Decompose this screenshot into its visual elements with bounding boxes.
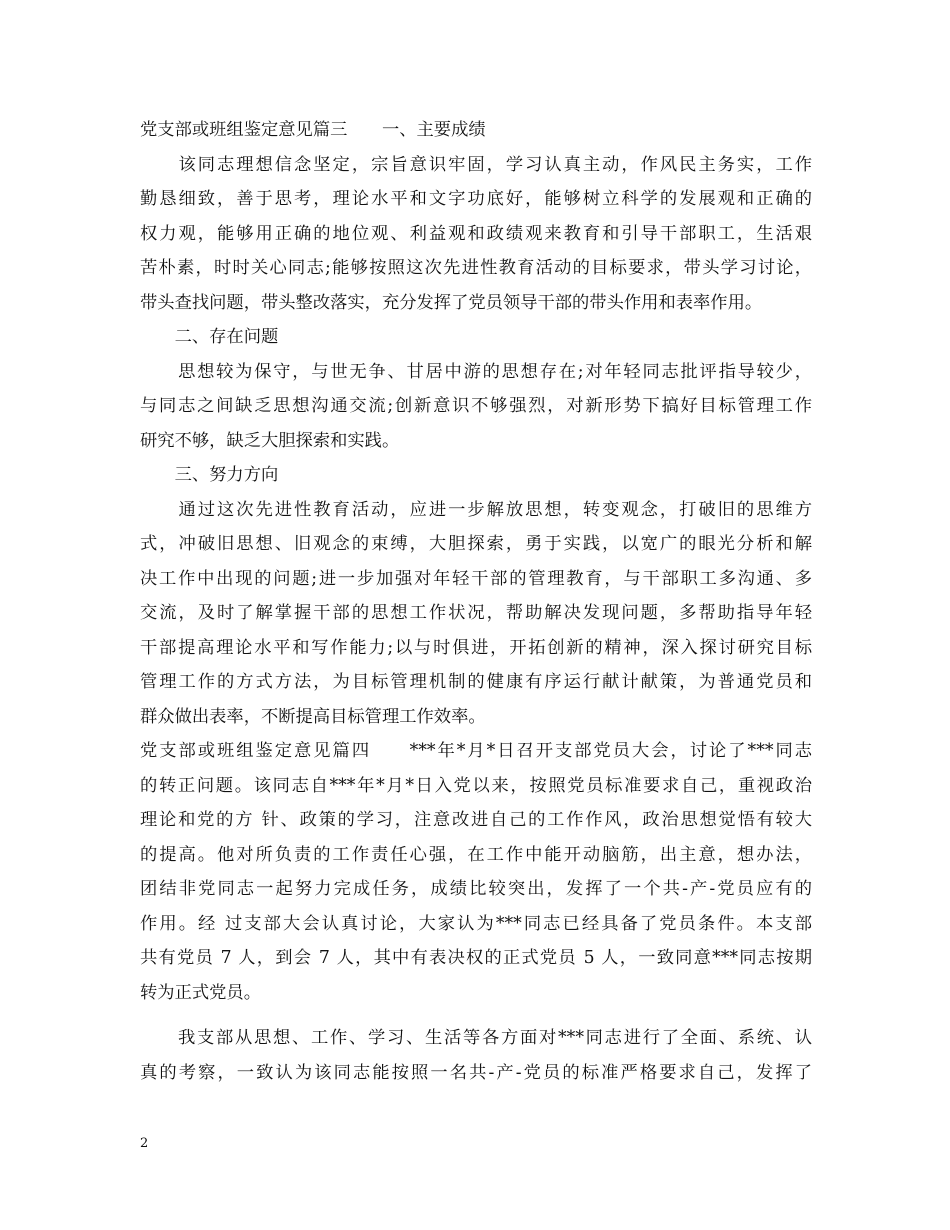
- heading-line: 党支部或班组鉴定意见篇三 一、主要成绩: [140, 120, 486, 140]
- text-line: 决工作中出现的问题;进一步加强对年轻干部的管理教育，与干部职工多沟通、多: [140, 568, 812, 589]
- text-line: 真的考察，一致认为该同志能按照一名共-产-党员的标准严格要求自己，发挥了: [140, 1062, 812, 1083]
- text-line: 我支部从思想、工作、学习、生活等各方面对***同志进行了全面、系统、认: [140, 1028, 812, 1048]
- text-line: 的转正问题。该同志自***年*月*日入党以来，按照党员标准要求自己，重视政治: [140, 775, 812, 796]
- paragraph-gap: [140, 1010, 812, 1021]
- text-line: 团结非党同志一起努力完成任务，成绩比较突出，发挥了一个共-产-党员应有的: [140, 879, 812, 899]
- text-line: 苦朴素，时时关心同志;能够按照这次先进性教育活动的目标要求，带头学习讨论，: [140, 258, 812, 278]
- text-line: 管理工作的方式方法，为目标管理机制的健康有序运行献计献策，为普通党员和: [140, 672, 812, 692]
- text-line: 作用。经 过支部大会认真讨论，大家认为***同志已经具备了党员条件。本支部: [140, 913, 812, 934]
- text-line: 通过这次先进性教育活动，应进一步解放思想，转变观念，打破旧的思维方: [140, 499, 812, 520]
- text-line: 干部提高理论水平和写作能力;以与时俱进，开拓创新的精神，深入探讨研究目标: [140, 637, 812, 658]
- text-line: 勤恳细致，善于思考，理论水平和文字功底好，能够树立科学的发展观和正确的: [140, 189, 812, 209]
- page-number: 2: [140, 1136, 149, 1151]
- text-line: 共有党员 7 人，到会 7 人，其中有表决权的正式党员 5 人，一致同意***同志按期: [140, 948, 812, 968]
- text-line: 带头查找问题，带头整改落实，充分发挥了党员领导干部的带头作用和表率作用。: [140, 292, 763, 313]
- text-line: 转为正式党员。: [140, 982, 261, 1003]
- text-line: 研究不够，缺乏大胆探索和实践。: [140, 430, 400, 451]
- section-heading: 二、存在问题: [140, 327, 279, 347]
- text-line: 交流，及时了解掌握干部的思想工作状况，帮助解决发现问题，多帮助指导年轻: [140, 603, 812, 623]
- text-line: 理论和党的方 针、政策的学习，注意改进自己的工作作风，政治思想觉悟有较大: [140, 810, 812, 830]
- heading-line: 党支部或班组鉴定意见篇四 ***年*月*日召开支部党员大会，讨论了***同志: [140, 741, 812, 761]
- text-line: 思想较为保守，与世无争、甘居中游的思想存在;对年轻同志批评指导较少，: [140, 361, 812, 382]
- text-line: 权力观，能够用正确的地位观、利益观和政绩观来教育和引导干部职工，生活艰: [140, 223, 812, 244]
- text-line: 该同志理想信念坚定，宗旨意识牢固，学习认真主动，作风民主务实，工作: [140, 154, 812, 175]
- text-line: 与同志之间缺乏思想沟通交流;创新意识不够强烈，对新形势下搞好目标管理工作: [140, 396, 812, 416]
- body-text: [140, 113, 812, 1090]
- text-line: 群众做出表率，不断提高目标管理工作效率。: [140, 706, 486, 727]
- section-heading: 三、努力方向: [140, 465, 279, 485]
- text-line: 的提高。他对所负责的工作责任心强，在工作中能开动脑筋，出主意，想办法，: [140, 844, 812, 865]
- text-line: 式，冲破旧思想、旧观念的束缚，大胆探索，勇于实践，以宽广的眼光分析和解: [140, 534, 812, 554]
